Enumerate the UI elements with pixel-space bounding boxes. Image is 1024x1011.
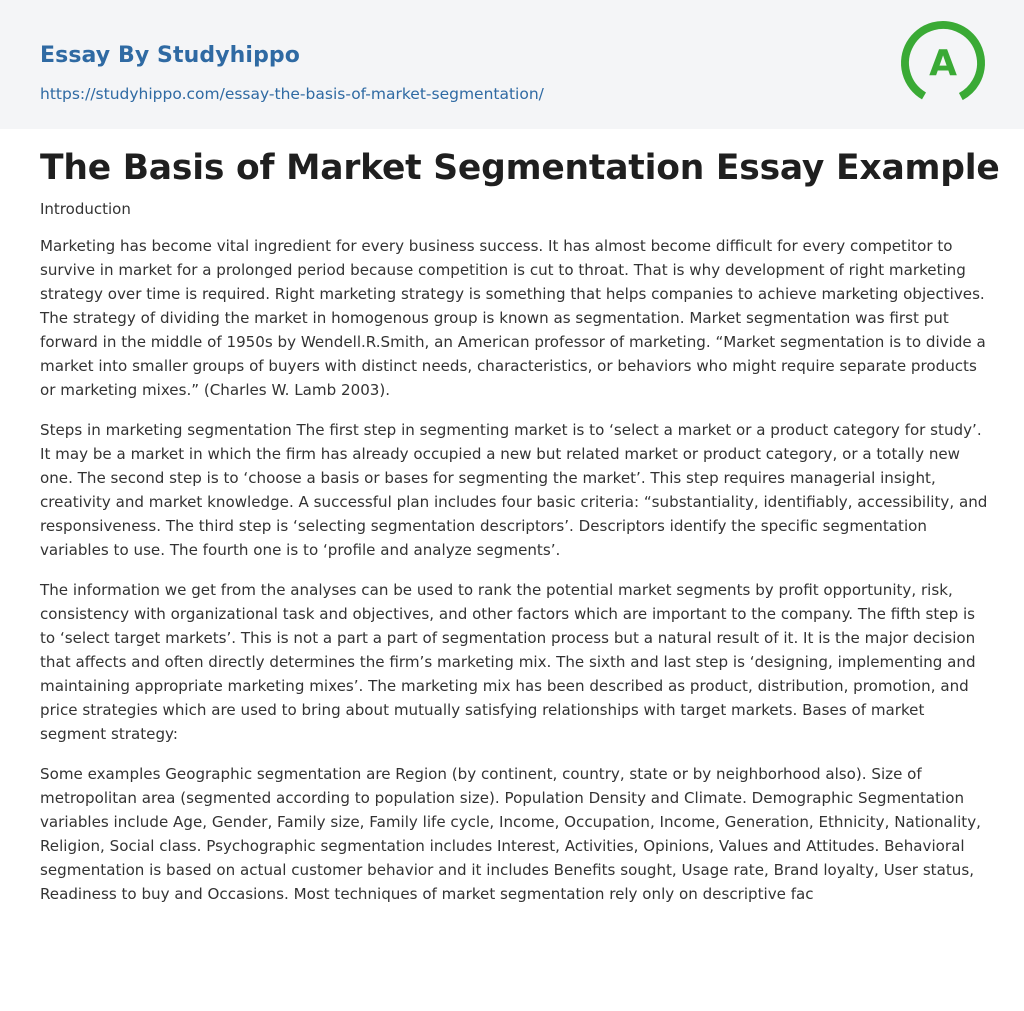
studyhippo-logo-icon[interactable] [898, 18, 988, 108]
page-title: The Basis of Market Segmentation Essay Example [40, 148, 1000, 188]
logo-letter: A [929, 43, 957, 84]
essay-body [40, 234, 988, 922]
site-brand[interactable]: Essay By Studyhippo [40, 43, 300, 68]
essay-paragraph: The information we get from the analyses can be used to rank the potential market segments by profit opportunity, risk, consistency with organizational task and objectives, and other factors which are important to the company. The fifth step is to ‘select target markets’. This is not a part a part of segmentation process but a natural result of it. It is the major decision that affects and often directly determines the firm’s marketing mix. The sixth and last step is ‘designing, implementing and maintaining appropriate marketing mixes’. The marketing mix has been described as product, distribution, promotion, and price strategies which are used to bring about mutually satisfying relationships with target markets. Bases of market segment strategy: [40, 581, 976, 743]
essay-paragraph: Marketing has become vital ingredient for every business success. It has almost become difficult for every competitor to survive in market for a prolonged period because competition is cut to throat. That is why development of right marketing strategy over time is required. Right marketing strategy is something that helps companies to achieve marketing objectives. The strategy of dividing the market in homogenous group is known as segmentation. Market segmentation was first put forward in the middle of 1950s by Wendell.R.Smith, an American professor of marketing. “Market segmentation is to divide a market into smaller groups of buyers with distinct needs, characteristics, or behaviors who might require separate products or marketing mixes.” (Charles W. Lamb 2003). [40, 237, 986, 399]
essay-paragraph: Steps in marketing segmentation The first step in segmenting market is to ‘select a market or a product category for study’. It may be a market in which the firm has already occupied a new but related market or product category, or a totally new one. The second step is to ‘choose a basis or bases for segmenting the market’. This step requires managerial insight, creativity and market knowledge. A successful plan includes four basic criteria: “substantiality, identifiably, accessibility, and responsiveness. The third step is ‘selecting segmentation descriptors’. Descriptors identify the specific segmentation variables to use. The fourth one is to ‘profile and analyze segments’. [40, 421, 988, 559]
intro-label: Introduction [40, 200, 131, 218]
page-url-link[interactable]: https://studyhippo.com/essay-the-basis-of-market-segmentation/ [40, 85, 544, 103]
site-header [0, 0, 1024, 129]
essay-paragraph: Some examples Geographic segmentation are Region (by continent, country, state or by neighborhood also). Size of metropolitan area (segmented according to population size). Population Density and Climate. Demographic Segmentation variables include Age, Gender, Family size, Family life cycle, Income, Occupation, Income, Generation, Ethnicity, Nationality, Religion, Social class. Psychographic segmentation includes Interest, Activities, Opinions, Values and Attitudes. Behavioral segmentation is based on actual customer behavior and it includes Benefits sought, Usage rate, Brand loyalty, User status, Readiness to buy and Occasions. Most techniques of market segmentation rely only on descriptive fac [40, 765, 981, 903]
